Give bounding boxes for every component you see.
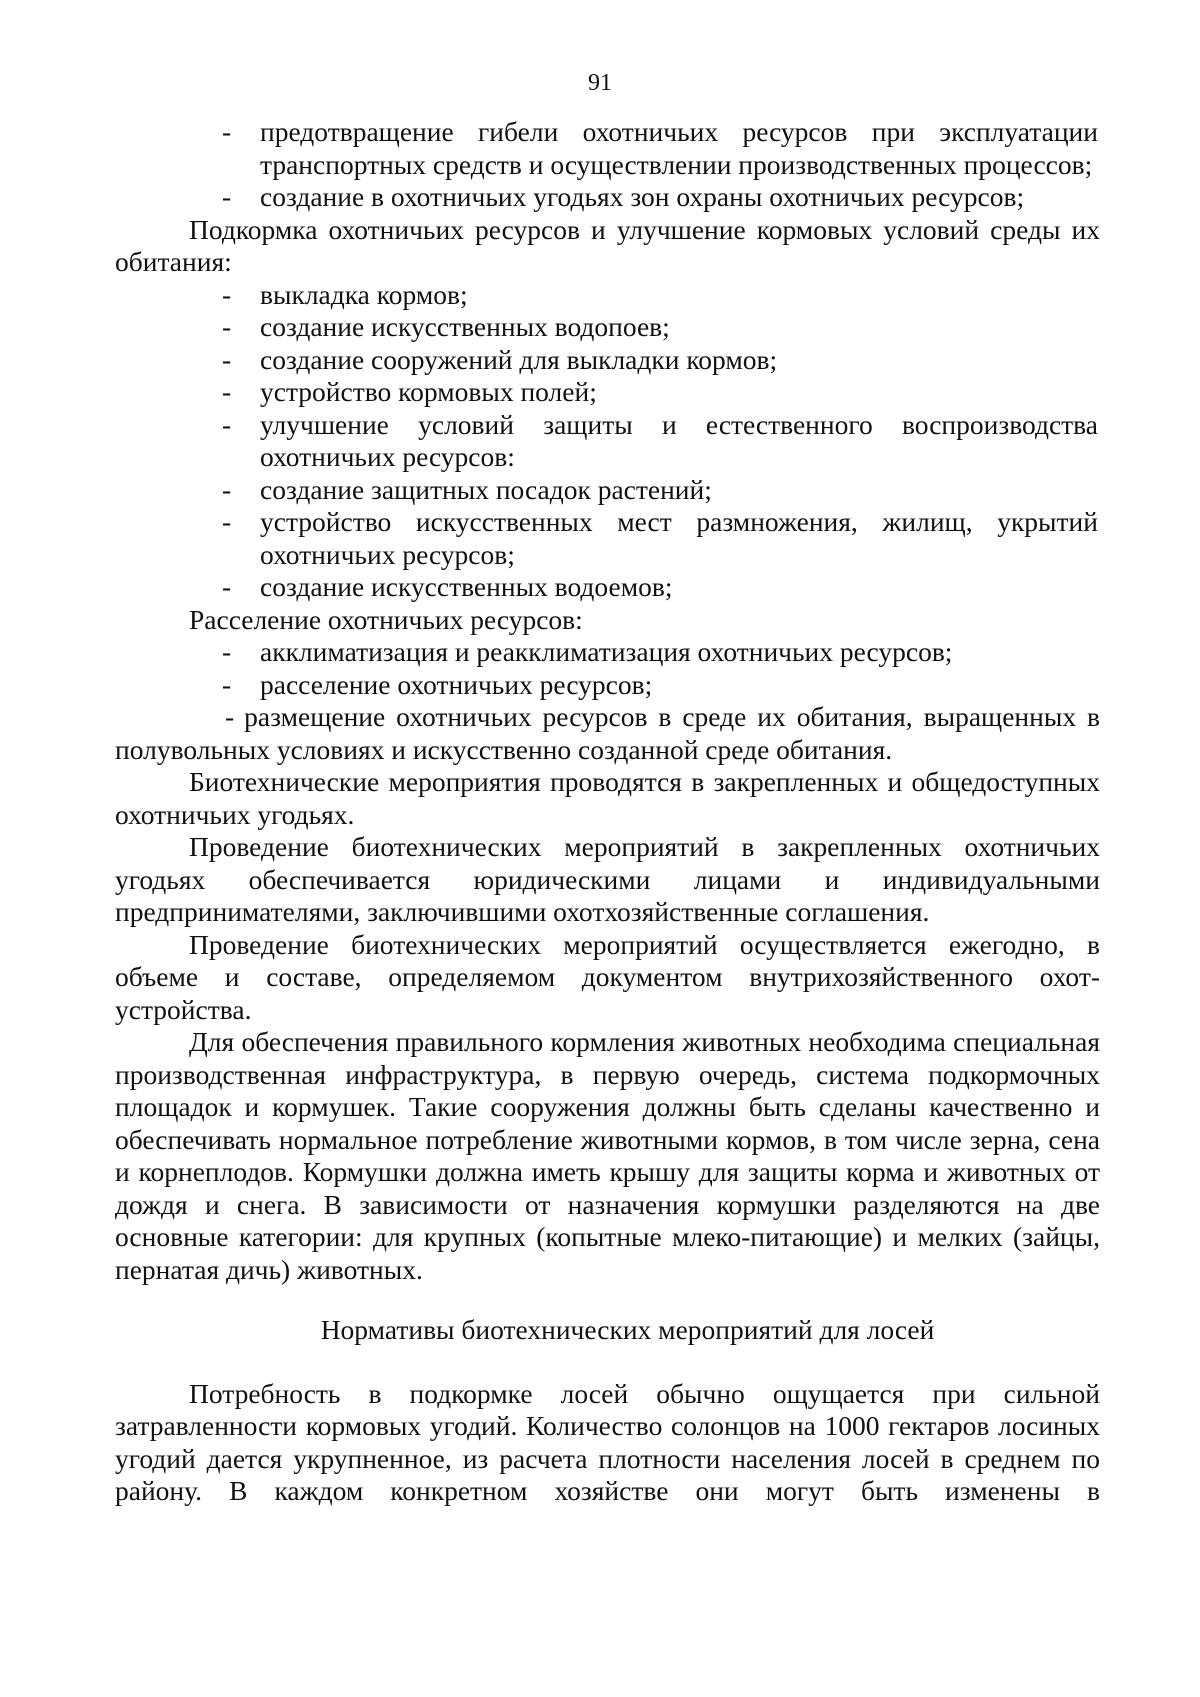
- bullet-dash: -: [222, 408, 232, 440]
- list-item: [115, 344, 1100, 377]
- bullet-dash: -: [222, 668, 232, 700]
- list-item-text: акклиматизация и реакклиматизация охотничьих ресурсов;: [260, 636, 953, 667]
- bullet-dash: -: [222, 376, 232, 407]
- list-item: [115, 669, 1100, 702]
- list-item-text: создание защитных посадок растений;: [260, 473, 712, 505]
- list-item: [115, 181, 1100, 214]
- section-heading: Нормативы биотехнических мероприятий для лосей: [320, 1314, 935, 1345]
- list-item: [115, 279, 1100, 312]
- bullet-dash: -: [222, 181, 232, 212]
- paragraph: Проведение биотехнических мероприятий в закрепленных охотничьих угодьях обеспечивается юридическими лицами и индивидуальными предпринимателями, заключившими охотхозяйственные соглашения.: [115, 831, 1100, 927]
- list-item-text: создание искусственных водоемов;: [260, 571, 673, 602]
- bullet-dash: -: [222, 636, 232, 667]
- list-item-text: улучшение условий защиты и естественного воспроизводства охотничьих ресурсов:: [260, 408, 1098, 472]
- list-item-text: предотвращение гибели охотничьих ресурсов при эксплуатации транспортных средств и осуществлении производственных процессов;: [260, 116, 1098, 180]
- paragraph: Проведение биотехнических мероприятий осуществляется ежегодно, в объеме и составе, определяемом документом внутрихозяйственного охот-устройства.: [115, 928, 1100, 1025]
- list-item: [115, 701, 1100, 766]
- page-number: 91: [588, 70, 612, 96]
- list-item: [115, 311, 1100, 344]
- bullet-dash: -: [222, 343, 232, 375]
- list-item-text: расселение охотничьих ресурсов;: [260, 668, 653, 700]
- list-item-text: создание сооружений для выкладки кормов;: [260, 343, 778, 375]
- list-item-text: создание в охотничьих угодьях зон охраны охотничьих ресурсов;: [260, 181, 1025, 212]
- paragraph: Подкормка охотничьих ресурсов и улучшение кормовых условий среды их обитания:: [115, 213, 1100, 277]
- list-item: [115, 474, 1100, 507]
- bullet-dash: -: [222, 506, 232, 537]
- paragraph: Для обеспечения правильного кормления животных необходима специальная производственная инфраструктура, в первую очередь, система подкормочных площадок и кормушек. Такие сооружения должны быть сделаны качественно и обеспечивать нормальное потребление животными кормов, в том числе зерна, сена и корнеплодов. Кормушки должна иметь крышу для защиты корма и животных от дождя и снега. В зависимости от назначения кормушки разделяются на две основные категории: для крупных (копытные млеко-питающие) и мелких (зайцы, пернатая дичь) животных.: [115, 1026, 1100, 1285]
- list-item-text: размещение охотничьих ресурсов в среде их обитания, выращенных в полувольных условиях и искусственно созданной среде обитания.: [115, 701, 1100, 765]
- paragraph: Потребность в подкормке лосей обычно ощущается при сильной затравленности кормовых угодий. Количество солонцов на 1000 гектаров лосиных угодий дается укрупненное, из расчета плотности населения лосей в среднем по району. В каждом конкретном хозяйстве они могут быть изменены в: [115, 1377, 1100, 1506]
- list-item: [115, 506, 1100, 571]
- list-item: [115, 409, 1100, 474]
- bullet-dash: -: [222, 571, 232, 602]
- bullet-dash: -: [222, 278, 232, 310]
- list-item-text: устройство кормовых полей;: [260, 376, 597, 407]
- list-item-text: создание искусственных водопоев;: [260, 311, 670, 342]
- document-body: [115, 116, 1100, 1508]
- list-item: [115, 571, 1100, 604]
- list-item-text: устройство искусственных мест размножения, жилищ, укрытий охотничьих ресурсов;: [260, 506, 1098, 570]
- list-item: [115, 636, 1100, 669]
- bullet-dash: -: [225, 701, 235, 732]
- bullet-dash: -: [222, 473, 232, 505]
- paragraph: Расселение охотничьих ресурсов:: [189, 603, 583, 635]
- paragraph: Биотехнические мероприятия проводятся в закрепленных и общедоступных охотничьих угодьях.: [115, 766, 1100, 830]
- bullet-dash: -: [222, 311, 232, 342]
- list-item: [115, 116, 1100, 181]
- bullet-dash: -: [222, 116, 232, 147]
- list-item-text: выкладка кормов;: [260, 278, 468, 310]
- list-item: [115, 376, 1100, 409]
